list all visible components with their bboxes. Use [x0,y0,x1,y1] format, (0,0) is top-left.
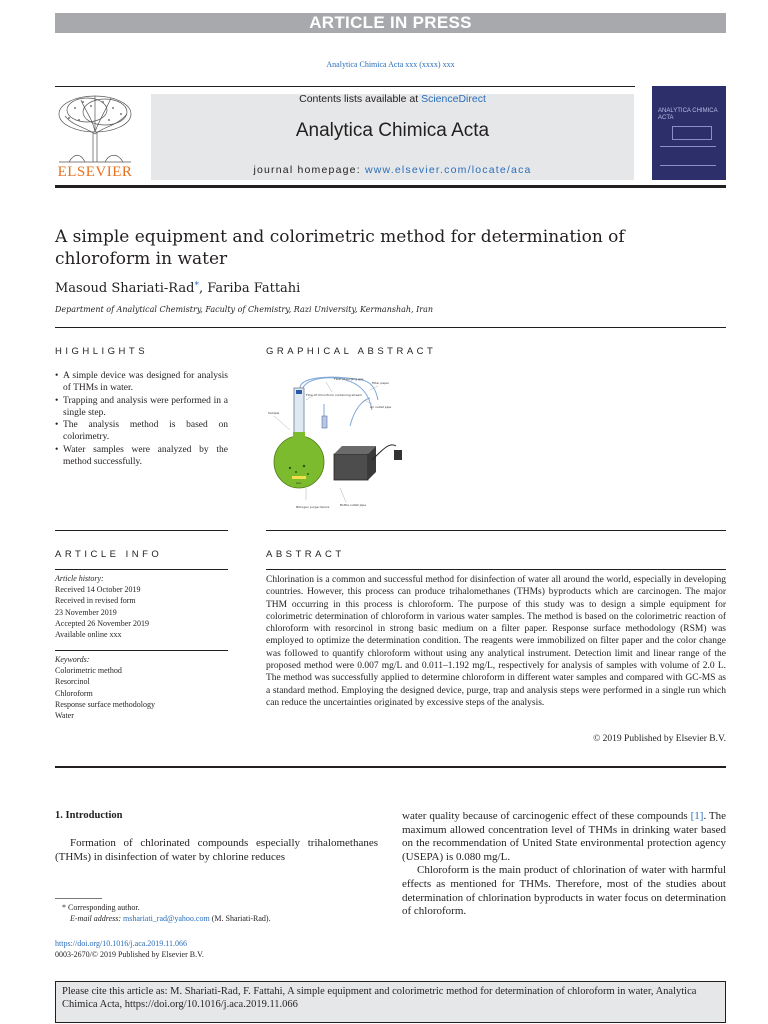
corresponding-author-note: * Corresponding author. [62,903,140,912]
sciencedirect-link[interactable]: ScienceDirect [421,93,486,105]
article-title: A simple equipment and colorimetric method for determination of chloroform in water [55,227,625,269]
journal-cover-image[interactable] [652,86,726,180]
history-entry: Received 14 October 2019 [55,585,141,595]
section-divider [55,766,726,768]
history-entry: Received in revised form [55,596,136,606]
highlights-list [55,370,228,468]
homepage-url-link[interactable]: www.elsevier.com/locate/aca [364,164,532,176]
section-divider [55,327,726,328]
article-history-label: Article history: [55,574,104,583]
keywords-block [55,654,228,721]
highlights-heading: HIGHLIGHTS [55,346,149,357]
intro-left-paragraph: Formation of chlorinated compounds especially trihalomethanes (THMs) in disinfection of water by chlorine reduces [55,837,378,863]
ga-label-filter: Filter paper [372,381,390,385]
journal-homepage-line [151,164,634,176]
keyword-item: Water [55,711,74,721]
section-divider [266,569,726,570]
elsevier-wordmark: ELSEVIER [57,164,133,180]
section-divider [55,530,228,531]
abstract-copyright: © 2019 Published by Elsevier B.V. [593,734,726,744]
email-suffix: (M. Shariati-Rad). [209,914,271,923]
paragraph-text: . The maximum allowed concentration level of THMs in drinking water based on the recommendation of United State environmental protection agency (USEPA) is 0.080 mg/L. [402,810,726,863]
ga-label-device: Nitrogen purge device [296,505,330,509]
highlight-item: • The analysis method is based on colorimetry. [55,419,228,444]
ga-label-air: Air outlet pipe [370,405,392,409]
contents-prefix: Contents lists available at [299,93,422,105]
abstract-heading: ABSTRACT [266,549,345,560]
graphical-abstract-heading: GRAPHICAL ABSTRACT [266,346,437,357]
keyword-item: Colorimetric method [55,666,122,676]
intro-right-column [402,810,726,919]
author-affiliation: Department of Analytical Chemistry, Faculty of Chemistry, Razi University, Kermanshah, Iran [55,305,434,314]
doi-block [55,938,204,960]
author-email-link[interactable]: mshariati_rad@yahoo.com [123,914,210,923]
journal-reference-link[interactable]: Analytica Chimica Acta xxx (xxxx) xxx [326,60,455,69]
highlight-item: • Water samples were analyzed by the method successfully. [55,444,228,469]
author-name[interactable]: Masoud Shariati-Rad [55,281,195,296]
introduction-heading: 1. Introduction [55,810,123,821]
abstract-text: Chlorination is a common and successful method for disinfection of water all around the world, especially in developing countries. However, this process can produce trihalomethanes (THMs) byproducts which are carcinogen. The major THM occurring in this process is chloroform. The purpose of this study was to design a simple equipment for colorimetric determination of chloroform in various water samples. The method is based on the colorimetric reaction of chloroform with resorcinol in strong basic medium on a filter paper. Response surface methodology (RSM) was employed to optimize the determination condition. The reagents were immobilized on filter paper and the color change was followed to quantify chloroform without using any analytical instrument. Detection limit and linear range of the proposed method were 0.007 mg/L and 0.011–1.192 mg/L, respectively for analysis of samples with volume of 2.0 L. The method was successfully applied to determine chloroform in different water samples and compared with GC-MS as a standard method. Employing the designed device, purge, trap and analysis steps were performed in a single run which can reduce the uncertainties originated by excessive steps of the analysis. [266,575,726,708]
cover-text-block [660,146,716,166]
cover-journal-title: ANALYTICA CHIMICA ACTA [658,108,718,121]
author-separator: , [198,281,208,296]
graphical-abstract-figure[interactable] [266,370,416,520]
footnote [55,902,385,924]
citation-box: Please cite this article as: M. Shariati-Rad, F. Fattahi, A simple equipment and colorimetric method for determination of chloroform in water, Analytica Chimica Acta, https://doi.org/10.1016/j.aca.2019.11.066 [55,981,726,1023]
corresponding-author-mark[interactable]: * [194,281,199,291]
email-label: E-mail address: [70,914,124,923]
ga-label-sample: Sample [268,411,280,415]
issn-line: 0003-2670/© 2019 Published by Elsevier B.V. [55,950,204,959]
keywords-label: Keywords: [55,655,90,664]
header-top-rule [55,86,635,87]
section-divider [55,569,228,570]
keyword-item: Resorcinol [55,677,90,687]
ga-label-dryer: Flow of chloroform containing stream [306,393,363,397]
highlight-item: • Trapping and analysis were performed in a single step. [55,395,228,420]
history-entry: 23 November 2019 [55,607,117,617]
ga-label-grid: Ger [296,481,302,485]
reference-link[interactable]: [1] [690,810,704,822]
cover-graphic [672,126,712,140]
journal-title: Analytica Chimica Acta [295,120,490,141]
ga-label-flow: Flow of purging gas [334,377,364,381]
contents-available-line [151,93,634,105]
article-in-press-banner: ARTICLE IN PRESS [55,13,726,33]
highlight-item: • A simple device was designed for analysis of THMs in water. [55,370,228,395]
email-note [55,913,385,924]
ga-label-bottle: Bottle outlet pipe [340,503,367,507]
homepage-prefix: journal homepage: [253,164,365,176]
section-divider [55,650,228,651]
author-name[interactable]: Fariba Fattahi [207,281,301,296]
article-history [55,573,228,640]
intro-right-paragraph [402,810,726,864]
keyword-item: Chloroform [55,688,93,698]
header-bottom-rule [55,185,726,188]
section-divider [266,530,726,531]
history-entry: Accepted 26 November 2019 [55,618,149,628]
author-list [55,281,300,296]
doi-link[interactable]: https://doi.org/10.1016/j.aca.2019.11.066 [55,939,187,948]
article-info-heading: ARTICLE INFO [55,549,163,560]
history-entry: Available online xxx [55,630,122,640]
paragraph-text: water quality because of carcinogenic effect of these compounds [402,810,691,822]
keyword-item: Response surface methodology [55,699,155,709]
footnote-divider [55,898,102,899]
intro-right-paragraph: Chloroform is the main product of chlorination of water with harmful effects as mentioned for THMs. Therefore, most of the studies about determination of chlorination byproducts in water focus on determination of chloroform. [402,864,726,918]
